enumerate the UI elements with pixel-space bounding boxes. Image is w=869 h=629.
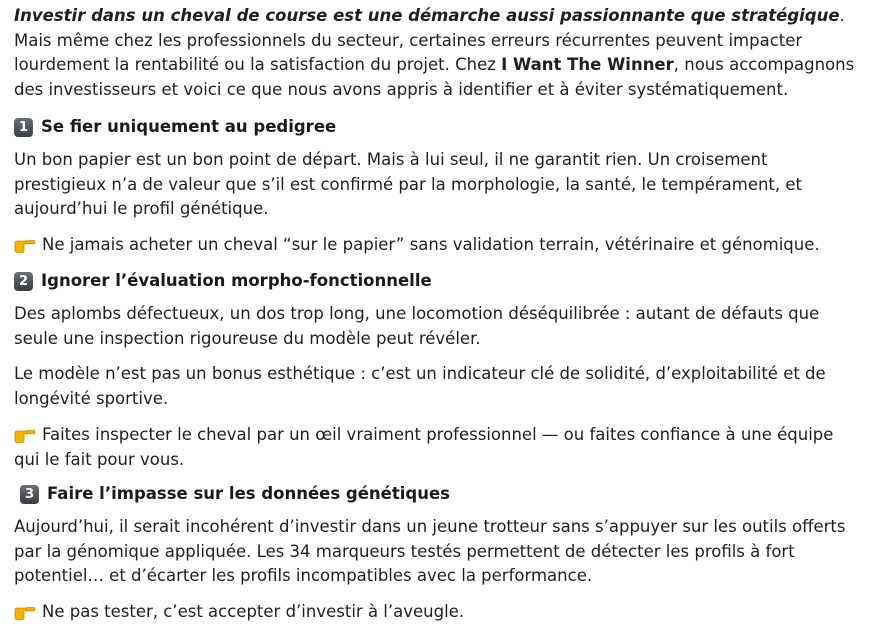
tip-text: Faites inspecter le cheval par un œil vraiment professionnel — ou faites confiance à une équipe qui le fait pour vous.: [14, 425, 834, 469]
tip-line-1: [14, 233, 862, 258]
section-heading-2: [14, 269, 862, 294]
intro-lead: Investir dans un cheval de course est une démarche aussi passionnante que stratégique: [14, 6, 840, 25]
tip-line-3: [14, 600, 862, 625]
keycap-3-icon: 3: [20, 485, 39, 504]
section-title: Se fier uniquement au pedigree: [41, 117, 337, 136]
section-paragraph: Un bon papier est un bon point de départ. Mais à lui seul, il ne garantit rien. Un croisement prestigieux n’a de valeur que s’il est confirmé par la morphologie, la santé, le tempérament, et aujourd’hui le profil génétique.: [14, 150, 803, 218]
intro-paragraph: [14, 4, 862, 102]
intro-text-2: , nous accompagnons des investisseurs et voici ce que nous avons appris à identifier et à éviter systématiquement.: [14, 55, 855, 99]
section-title: Faire l’impasse sur les données génétiques: [47, 484, 450, 503]
section-paragraph: Des aplombs défectueux, un dos trop long, une locomotion déséquilibrée : autant de défauts que seule une inspection rigoureuse du modèle peut révéler.: [14, 304, 820, 348]
section-paragraph: Aujourd’hui, il serait incohérent d’investir dans un jeune trotteur sans s’appuyer sur les outils offerts par la génomique appliquée. Les 34 marqueurs testés permettent de détecter les profils à fort potentiel… et d’écarter les profils incompatibles avec la performance.: [14, 517, 846, 585]
tip-text: Ne pas tester, c’est accepter d’investir à l’aveugle.: [42, 602, 465, 621]
brand-name: I Want The Winner: [501, 55, 674, 74]
tip-line-2: [14, 423, 862, 472]
pointing-hand-icon: [14, 235, 36, 253]
keycap-1-icon: 1: [14, 118, 33, 137]
pointing-hand-icon: [14, 602, 36, 620]
keycap-2-icon: 2: [14, 272, 33, 291]
pointing-hand-icon: [14, 425, 36, 443]
section-title: Ignorer l’évaluation morpho-fonctionnelle: [41, 271, 432, 290]
tip-text: Ne jamais acheter un cheval “sur le papier” sans validation terrain, vétérinaire et génomique.: [42, 235, 820, 254]
section-heading-3: [20, 482, 868, 507]
section-heading-1: [14, 115, 862, 140]
section-paragraph: Le modèle n’est pas un bonus esthétique : c’est un indicateur clé de solidité, d’exploitabilité et de longévité sportive.: [14, 364, 826, 408]
intro-text-1: . Mais même chez les professionnels du secteur, certaines erreurs récurrentes peuvent impacter lourdement la rentabilité ou la satisfaction du projet. Chez: [14, 6, 845, 74]
